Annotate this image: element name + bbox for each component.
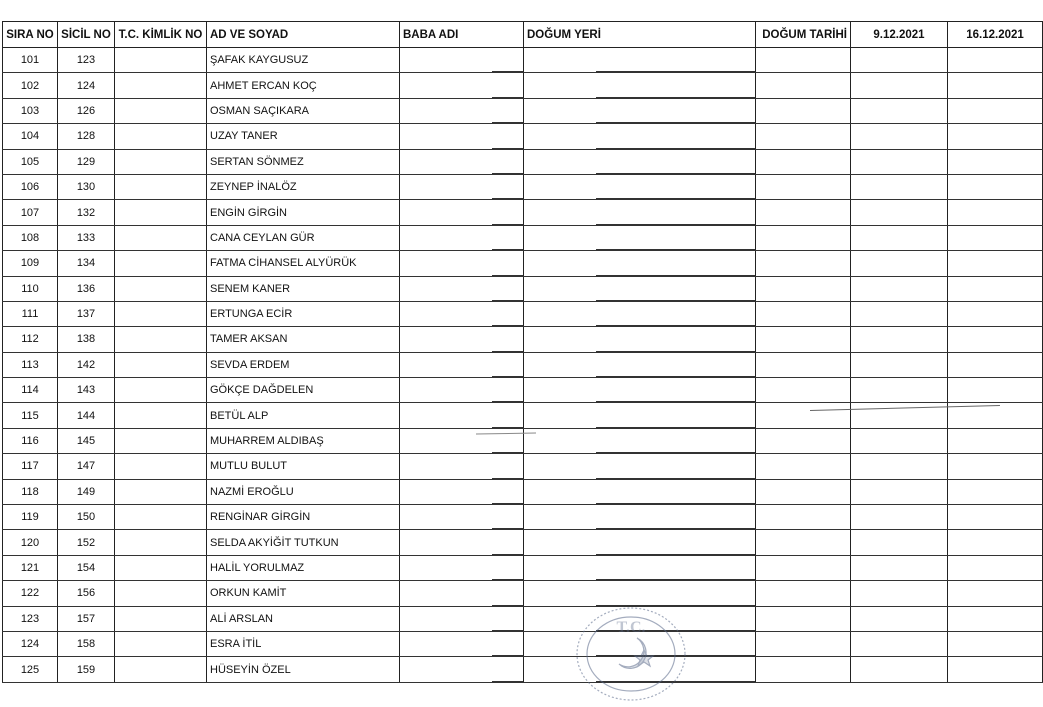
header-date-1: 9.12.2021: [851, 22, 948, 48]
table-row: [3, 174, 1043, 199]
cell-baba-adi: [400, 73, 524, 98]
cell-sicil-no: 134: [58, 251, 115, 276]
cell-baba-adi: [400, 327, 524, 352]
cell-ad-soyad: UZAY TANER: [207, 124, 400, 149]
header-dogum-tarihi: DOĞUM TARİHİ: [756, 22, 851, 48]
cell-date-2: [948, 555, 1043, 580]
table-row: [3, 454, 1043, 479]
cell-sira-no: 108: [3, 225, 58, 250]
cell-baba-adi: [400, 657, 524, 682]
cell-date-1: [851, 327, 948, 352]
cell-ad-soyad: ORKUN KAMİT: [207, 581, 400, 606]
cell-ad-soyad: ALİ ARSLAN: [207, 606, 400, 631]
cell-date-2: [948, 276, 1043, 301]
cell-dogum-yeri: [524, 327, 756, 352]
cell-dogum-tarihi: [756, 276, 851, 301]
cell-sicil-no: 132: [58, 200, 115, 225]
cell-ad-soyad: HALİL YORULMAZ: [207, 555, 400, 580]
cell-date-1: [851, 428, 948, 453]
cell-dogum-yeri: [524, 301, 756, 326]
cell-dogum-tarihi: [756, 631, 851, 656]
cell-baba-adi: [400, 530, 524, 555]
cell-tc-kimlik-no: [115, 276, 207, 301]
cell-sicil-no: 133: [58, 225, 115, 250]
table-row: [3, 276, 1043, 301]
cell-dogum-tarihi: [756, 403, 851, 428]
cell-ad-soyad: ŞAFAK KAYGUSUZ: [207, 48, 400, 73]
cell-date-1: [851, 124, 948, 149]
cell-tc-kimlik-no: [115, 124, 207, 149]
cell-tc-kimlik-no: [115, 73, 207, 98]
cell-date-2: [948, 479, 1043, 504]
roster-body: [3, 48, 1043, 683]
cell-baba-adi: [400, 225, 524, 250]
cell-dogum-tarihi: [756, 454, 851, 479]
cell-baba-adi: [400, 505, 524, 530]
cell-ad-soyad: MUTLU BULUT: [207, 454, 400, 479]
cell-sicil-no: 142: [58, 352, 115, 377]
cell-date-1: [851, 454, 948, 479]
cell-tc-kimlik-no: [115, 149, 207, 174]
cell-ad-soyad: TAMER AKSAN: [207, 327, 400, 352]
cell-dogum-yeri: [524, 403, 756, 428]
cell-sira-no: 123: [3, 606, 58, 631]
cell-tc-kimlik-no: [115, 251, 207, 276]
cell-baba-adi: [400, 581, 524, 606]
cell-tc-kimlik-no: [115, 225, 207, 250]
cell-date-2: [948, 124, 1043, 149]
cell-sira-no: 119: [3, 505, 58, 530]
cell-date-1: [851, 276, 948, 301]
cell-sicil-no: 137: [58, 301, 115, 326]
cell-baba-adi: [400, 48, 524, 73]
cell-baba-adi: [400, 149, 524, 174]
cell-sira-no: 106: [3, 174, 58, 199]
cell-dogum-tarihi: [756, 225, 851, 250]
cell-tc-kimlik-no: [115, 174, 207, 199]
cell-sicil-no: 130: [58, 174, 115, 199]
table-row: [3, 657, 1043, 682]
cell-tc-kimlik-no: [115, 505, 207, 530]
cell-dogum-yeri: [524, 454, 756, 479]
cell-date-1: [851, 555, 948, 580]
cell-sira-no: 122: [3, 581, 58, 606]
cell-sicil-no: 156: [58, 581, 115, 606]
cell-dogum-yeri: [524, 225, 756, 250]
cell-dogum-tarihi: [756, 581, 851, 606]
cell-sicil-no: 136: [58, 276, 115, 301]
cell-dogum-tarihi: [756, 98, 851, 123]
cell-dogum-yeri: [524, 98, 756, 123]
cell-date-1: [851, 479, 948, 504]
table-row: [3, 98, 1043, 123]
cell-date-1: [851, 98, 948, 123]
header-sicil-no: SİCİL NO: [58, 22, 115, 48]
cell-ad-soyad: BETÜL ALP: [207, 403, 400, 428]
cell-sira-no: 107: [3, 200, 58, 225]
cell-date-2: [948, 428, 1043, 453]
cell-baba-adi: [400, 276, 524, 301]
header-date-2: 16.12.2021: [948, 22, 1043, 48]
cell-sicil-no: 158: [58, 631, 115, 656]
cell-sira-no: 103: [3, 98, 58, 123]
cell-tc-kimlik-no: [115, 428, 207, 453]
cell-tc-kimlik-no: [115, 454, 207, 479]
cell-ad-soyad: OSMAN SAÇIKARA: [207, 98, 400, 123]
cell-ad-soyad: ZEYNEP İNALÖZ: [207, 174, 400, 199]
cell-dogum-tarihi: [756, 301, 851, 326]
table-row: [3, 479, 1043, 504]
cell-sira-no: 112: [3, 327, 58, 352]
cell-ad-soyad: ERTUNGA ECİR: [207, 301, 400, 326]
cell-tc-kimlik-no: [115, 631, 207, 656]
table-row: [3, 352, 1043, 377]
cell-sicil-no: 150: [58, 505, 115, 530]
cell-date-2: [948, 200, 1043, 225]
cell-sira-no: 115: [3, 403, 58, 428]
cell-sicil-no: 143: [58, 378, 115, 403]
cell-dogum-yeri: [524, 428, 756, 453]
cell-dogum-yeri: [524, 149, 756, 174]
cell-tc-kimlik-no: [115, 657, 207, 682]
cell-dogum-yeri: [524, 555, 756, 580]
table-row: [3, 606, 1043, 631]
cell-dogum-yeri: [524, 479, 756, 504]
cell-sicil-no: 123: [58, 48, 115, 73]
cell-sicil-no: 124: [58, 73, 115, 98]
cell-sira-no: 114: [3, 378, 58, 403]
cell-date-1: [851, 657, 948, 682]
cell-date-1: [851, 352, 948, 377]
cell-tc-kimlik-no: [115, 403, 207, 428]
cell-dogum-tarihi: [756, 378, 851, 403]
cell-sicil-no: 157: [58, 606, 115, 631]
cell-sira-no: 111: [3, 301, 58, 326]
cell-dogum-yeri: [524, 276, 756, 301]
cell-dogum-tarihi: [756, 73, 851, 98]
cell-baba-adi: [400, 378, 524, 403]
header-sira-no: SIRA NO: [3, 22, 58, 48]
cell-dogum-yeri: [524, 352, 756, 377]
table-row: [3, 124, 1043, 149]
cell-sira-no: 105: [3, 149, 58, 174]
header-dogum-yeri: DOĞUM YERİ: [524, 22, 756, 48]
cell-dogum-yeri: [524, 251, 756, 276]
cell-dogum-tarihi: [756, 48, 851, 73]
cell-date-2: [948, 657, 1043, 682]
table-row: [3, 505, 1043, 530]
cell-sira-no: 113: [3, 352, 58, 377]
cell-ad-soyad: GÖKÇE DAĞDELEN: [207, 378, 400, 403]
cell-baba-adi: [400, 200, 524, 225]
table-row: [3, 378, 1043, 403]
cell-dogum-tarihi: [756, 174, 851, 199]
cell-date-1: [851, 505, 948, 530]
cell-baba-adi: [400, 251, 524, 276]
cell-date-2: [948, 327, 1043, 352]
cell-ad-soyad: RENGİNAR GİRGİN: [207, 505, 400, 530]
cell-sicil-no: 128: [58, 124, 115, 149]
table-row: [3, 403, 1043, 428]
cell-date-1: [851, 73, 948, 98]
cell-sicil-no: 126: [58, 98, 115, 123]
cell-tc-kimlik-no: [115, 48, 207, 73]
cell-dogum-tarihi: [756, 657, 851, 682]
cell-date-2: [948, 530, 1043, 555]
cell-dogum-tarihi: [756, 327, 851, 352]
cell-sicil-no: 145: [58, 428, 115, 453]
cell-ad-soyad: FATMA CİHANSEL ALYÜRÜK: [207, 251, 400, 276]
cell-sicil-no: 154: [58, 555, 115, 580]
cell-baba-adi: [400, 352, 524, 377]
cell-date-2: [948, 73, 1043, 98]
cell-sicil-no: 149: [58, 479, 115, 504]
cell-dogum-yeri: [524, 124, 756, 149]
cell-tc-kimlik-no: [115, 555, 207, 580]
cell-ad-soyad: AHMET ERCAN KOÇ: [207, 73, 400, 98]
cell-date-2: [948, 378, 1043, 403]
cell-sira-no: 121: [3, 555, 58, 580]
cell-tc-kimlik-no: [115, 530, 207, 555]
cell-sicil-no: 138: [58, 327, 115, 352]
cell-tc-kimlik-no: [115, 581, 207, 606]
cell-dogum-yeri: [524, 73, 756, 98]
cell-sira-no: 118: [3, 479, 58, 504]
cell-baba-adi: [400, 479, 524, 504]
cell-date-2: [948, 149, 1043, 174]
cell-dogum-yeri: [524, 174, 756, 199]
cell-date-2: [948, 454, 1043, 479]
cell-ad-soyad: MUHARREM ALDIBAŞ: [207, 428, 400, 453]
cell-baba-adi: [400, 555, 524, 580]
cell-sicil-no: 144: [58, 403, 115, 428]
header-row: [3, 22, 1043, 48]
cell-sira-no: 116: [3, 428, 58, 453]
cell-dogum-tarihi: [756, 149, 851, 174]
cell-baba-adi: [400, 606, 524, 631]
cell-date-1: [851, 225, 948, 250]
table-row: [3, 555, 1043, 580]
roster-table: [2, 21, 1043, 683]
table-row: [3, 530, 1043, 555]
cell-dogum-tarihi: [756, 479, 851, 504]
cell-tc-kimlik-no: [115, 98, 207, 123]
table-row: [3, 73, 1043, 98]
cell-dogum-tarihi: [756, 352, 851, 377]
cell-baba-adi: [400, 301, 524, 326]
cell-sira-no: 120: [3, 530, 58, 555]
table-row: [3, 200, 1043, 225]
cell-dogum-tarihi: [756, 555, 851, 580]
cell-sira-no: 110: [3, 276, 58, 301]
cell-sicil-no: 152: [58, 530, 115, 555]
cell-date-2: [948, 606, 1043, 631]
cell-sira-no: 109: [3, 251, 58, 276]
cell-tc-kimlik-no: [115, 479, 207, 504]
cell-date-1: [851, 48, 948, 73]
cell-sira-no: 104: [3, 124, 58, 149]
table-row: [3, 301, 1043, 326]
cell-dogum-tarihi: [756, 200, 851, 225]
cell-sira-no: 102: [3, 73, 58, 98]
cell-date-1: [851, 149, 948, 174]
cell-tc-kimlik-no: [115, 327, 207, 352]
cell-baba-adi: [400, 124, 524, 149]
cell-date-2: [948, 301, 1043, 326]
cell-ad-soyad: ENGİN GİRGİN: [207, 200, 400, 225]
cell-dogum-yeri: [524, 48, 756, 73]
table-row: [3, 251, 1043, 276]
cell-sicil-no: 147: [58, 454, 115, 479]
cell-sira-no: 124: [3, 631, 58, 656]
cell-date-1: [851, 174, 948, 199]
cell-date-2: [948, 352, 1043, 377]
cell-date-2: [948, 251, 1043, 276]
cell-date-2: [948, 505, 1043, 530]
cell-date-1: [851, 530, 948, 555]
cell-dogum-tarihi: [756, 251, 851, 276]
cell-sira-no: 101: [3, 48, 58, 73]
cell-sicil-no: 159: [58, 657, 115, 682]
cell-date-1: [851, 606, 948, 631]
cell-baba-adi: [400, 454, 524, 479]
cell-ad-soyad: SEVDA ERDEM: [207, 352, 400, 377]
header-ad-soyad: AD VE SOYAD: [207, 22, 400, 48]
cell-date-2: [948, 98, 1043, 123]
attendance-sheet: [2, 21, 1024, 684]
cell-date-2: [948, 631, 1043, 656]
cell-date-1: [851, 631, 948, 656]
cell-date-2: [948, 225, 1043, 250]
cell-dogum-yeri: [524, 200, 756, 225]
header-baba-adi: BABA ADI: [400, 22, 524, 48]
cell-date-1: [851, 378, 948, 403]
cell-dogum-yeri: [524, 378, 756, 403]
cell-ad-soyad: NAZMİ EROĞLU: [207, 479, 400, 504]
cell-ad-soyad: HÜSEYİN ÖZEL: [207, 657, 400, 682]
cell-date-2: [948, 48, 1043, 73]
cell-tc-kimlik-no: [115, 301, 207, 326]
cell-tc-kimlik-no: [115, 378, 207, 403]
cell-ad-soyad: SERTAN SÖNMEZ: [207, 149, 400, 174]
cell-baba-adi: [400, 631, 524, 656]
cell-tc-kimlik-no: [115, 352, 207, 377]
table-row: [3, 327, 1043, 352]
official-stamp: [572, 600, 690, 704]
cell-dogum-tarihi: [756, 606, 851, 631]
cell-date-1: [851, 251, 948, 276]
cell-sira-no: 117: [3, 454, 58, 479]
cell-tc-kimlik-no: [115, 606, 207, 631]
table-row: [3, 225, 1043, 250]
cell-dogum-tarihi: [756, 428, 851, 453]
cell-date-1: [851, 581, 948, 606]
cell-ad-soyad: CANA CEYLAN GÜR: [207, 225, 400, 250]
cell-dogum-yeri: [524, 530, 756, 555]
cell-ad-soyad: SENEM KANER: [207, 276, 400, 301]
cell-dogum-tarihi: [756, 505, 851, 530]
cell-date-2: [948, 581, 1043, 606]
table-row: [3, 149, 1043, 174]
cell-dogum-tarihi: [756, 124, 851, 149]
cell-dogum-tarihi: [756, 530, 851, 555]
header-tc-kimlik-no: T.C. KİMLİK NO: [115, 22, 207, 48]
cell-baba-adi: [400, 174, 524, 199]
table-row: [3, 48, 1043, 73]
cell-baba-adi: [400, 98, 524, 123]
cell-sicil-no: 129: [58, 149, 115, 174]
cell-ad-soyad: ESRA İTİL: [207, 631, 400, 656]
cell-date-2: [948, 174, 1043, 199]
cell-date-1: [851, 301, 948, 326]
stamp-text: T.C.: [616, 619, 646, 636]
cell-tc-kimlik-no: [115, 200, 207, 225]
cell-ad-soyad: SELDA AKYİĞİT TUTKUN: [207, 530, 400, 555]
cell-date-1: [851, 200, 948, 225]
cell-dogum-yeri: [524, 505, 756, 530]
cell-baba-adi: [400, 403, 524, 428]
table-row: [3, 581, 1043, 606]
table-row: [3, 631, 1043, 656]
cell-sira-no: 125: [3, 657, 58, 682]
